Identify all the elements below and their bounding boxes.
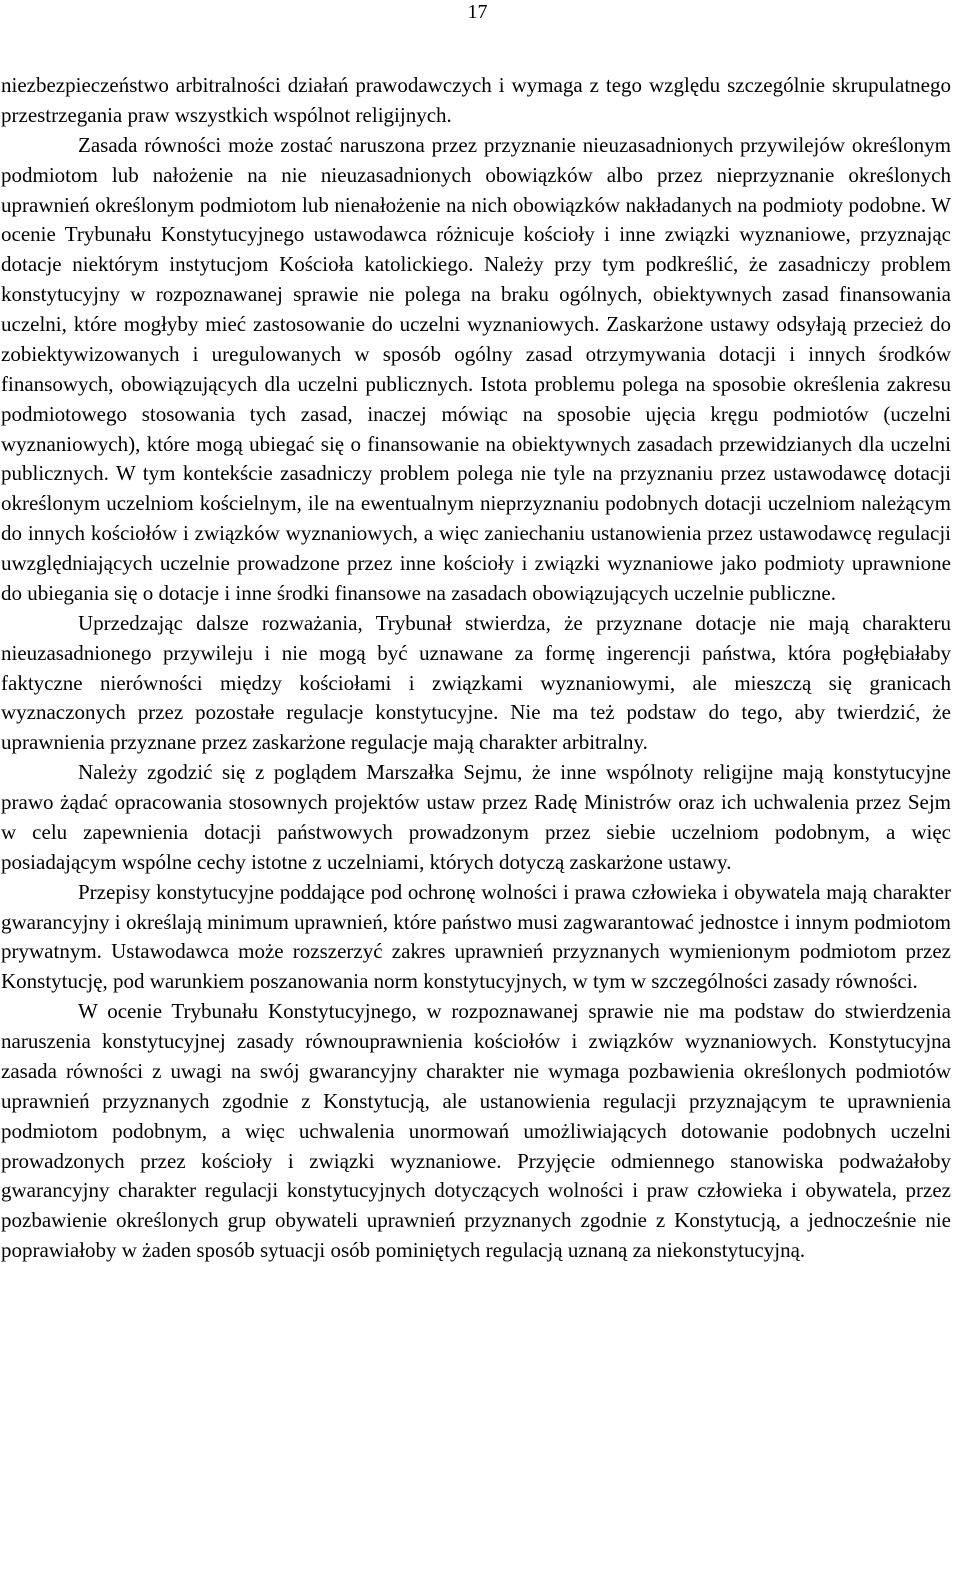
page-number: 17 [467,1,488,23]
paragraph: Przepisy konstytucyjne poddające pod ochronę wolności i prawa człowieka i obywatela mają charakter gwarancyjny i określają minimum uprawnień, które państwo musi zagwarantować jednostce i innym podmiotom prywatnym. Ustawodawca może rozszerzyć zakres uprawnień przyznanych wymienionym podmiotom przez Konstytucję, pod warunkiem poszanowania norm konstytucyjnych, w tym w szczególności zasady równości. [1,879,951,994]
document-body [1,71,951,1266]
paragraph: Zasada równości może zostać naruszona przez przyznanie nieuzasadnionych przywilejów określonym podmiotom lub nałożenie na nie nieuzasadnionych obowiązków albo przez nieprzyznanie określonych uprawnień określonym podmiotom lub nienałożenie na nich obowiązków nakładanych na podmioty podobne. W ocenie Trybunału Konstytucyjnego ustawodawca różnicuje kościoły i inne związki wyznaniowe, przyznając dotacje niektórym instytucjom Kościoła katolickiego. Należy przy tym podkreślić, że zasadniczy problem konstytucyjny w rozpoznawanej sprawie nie polega na braku ogólnych, obiektywnych zasad finansowania uczelni, które mogłyby mieć zastosowanie do uczelni wyznaniowych. Zaskarżone ustawy odsyłają przecież do zobiektywizowanych i uregulowanych w sposób ogólny zasad otrzymywania dotacji i innych środków finansowych, obowiązujących dla uczelni publicznych. Istota problemu polega na sposobie określenia zakresu podmiotowego stosowania tych zasad, inaczej mówiąc na sposobie ujęcia kręgu podmiotów (uczelni wyznaniowych), które mogą ubiegać się o finansowanie na obiektywnych zasadach przewidzianych dla uczelni publicznych. W tym kontekście zasadniczy problem polega nie tyle na przyznaniu przez ustawodawcę dotacji określonym uczelniom kościelnym, ile na ewentualnym nieprzyznaniu podobnych dotacji uczelniom należącym do innych kościołów i związków wyznaniowych, a więc zaniechaniu ustanowienia przez ustawodawcę regulacji uwzględniających uczelnie prowadzone przez inne kościoły i związki wyznaniowe jako podmioty uprawnione do ubiegania się o dotacje i inne środki finansowe na zasadach obowiązujących uczelnie publiczne. [1,132,951,605]
paragraph: Uprzedzając dalsze rozważania, Trybunał stwierdza, że przyznane dotacje nie mają charakteru nieuzasadnionego przywileju i nie mogą być uznawane za formę ingerencji państwa, która pogłębiałaby faktyczne nierówności między kościołami i związkami wyznaniowymi, ale mieszczą się granicach wyznaczonych przez pozostałe regulacje konstytucyjne. Nie ma też podstaw do tego, aby twierdzić, że uprawnienia przyznane przez zaskarżone regulacje mają charakter arbitralny. [1,610,951,755]
paragraph: W ocenie Trybunału Konstytucyjnego, w rozpoznawanej sprawie nie ma podstaw do stwierdzenia naruszenia konstytucyjnej zasady równouprawnienia kościołów i związków wyznaniowych. Konstytucyjna zasada równości z uwagi na swój gwarancyjny charakter nie wymaga pozbawienia określonych podmiotów uprawnień przyznanych zgodnie z Konstytucją, ale ustanowienia regulacji przyznającym te uprawnienia podmiotom podobnym, a więc uchwalenia unormowań umożliwiających dotowanie podobnych uczelni prowadzonych przez kościoły i związki wyznaniowe. Przyjęcie odmiennego stanowiska podważałoby gwarancyjny charakter regulacji konstytucyjnych dotyczących wolności i praw człowieka i obywatela, przez pozbawienie określonych grup obywateli uprawnień przyznanych zgodnie z Konstytucją, a jednocześnie nie poprawiałoby w żaden sposób sytuacji osób pominiętych regulacją uznaną za niekonstytucyjną. [1,999,951,1263]
paragraph-continuation: niezbezpieczeństwo arbitralności działań prawodawczych i wymaga z tego względu szczególnie skrupulatnego przestrzegania praw wszystkich wspólnot religijnych. [1,73,951,127]
paragraph: Należy zgodzić się z poglądem Marszałka Sejmu, że inne wspólnoty religijne mają konstytucyjne prawo żądać opracowania stosownych projektów ustaw przez Radę Ministrów oraz ich uchwalenia przez Sejm w celu zapewnienia dotacji państwowych prowadzonym przez siebie uczelniom podobnym, a więc posiadającym wspólne cechy istotne z uczelniami, których dotyczą zaskarżone ustawy. [1,760,951,874]
